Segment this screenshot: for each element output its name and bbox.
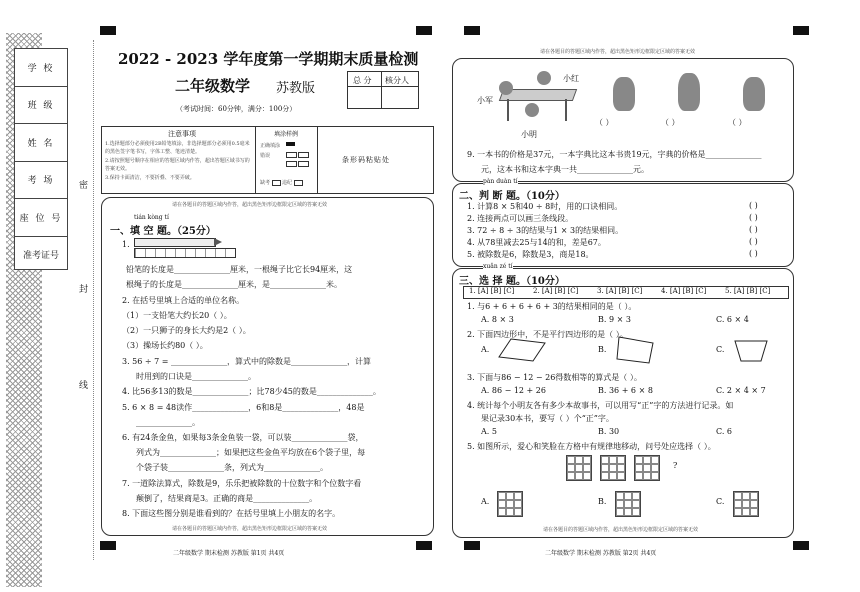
question-text: （2）一只狮子的身长大约是2（ ）。 <box>122 326 251 335</box>
pattern-grid <box>634 455 660 481</box>
section-multiple-choice <box>452 263 794 538</box>
toy-view-side <box>678 73 700 111</box>
question-text: ______________。 <box>136 418 200 427</box>
question-text: 4. 比56多13的数是______________；比78少45的数是______________。 <box>122 387 381 396</box>
boundary-notice: 请在各题目的答题区域内作答，超出黑色矩形边框限定区域的答案无效 <box>172 202 328 208</box>
option[interactable]: A. <box>481 497 490 506</box>
registration-mark <box>100 541 116 550</box>
question-text: 颠倒了，结果商是3。正确的商是______________。 <box>136 494 318 503</box>
notice-item: 3.保持卡面清洁，不要折叠、不要弄破。 <box>105 175 195 181</box>
question-text: 8. 下面这些图分别是谁看到的？在括号里填上小朋友的名字。 <box>122 509 341 518</box>
answer-bubble-group[interactable]: 3. [A] [B] [C] <box>597 287 643 295</box>
child-name-label: 小明 <box>521 130 537 139</box>
section-title: 一、填 空 题。（25分） <box>110 226 216 237</box>
registration-mark <box>464 26 480 35</box>
section-title: 三、选 择 题。（10分） <box>459 276 565 287</box>
registration-mark <box>100 26 116 35</box>
exam-info: （考试时间：60分钟，满分：100分） <box>176 105 297 113</box>
exam-title: 2022 - 2023 学年度第一学期期末质量检测 <box>118 50 419 68</box>
question-number: 1. <box>122 240 130 249</box>
option[interactable]: B. <box>598 497 607 506</box>
question-text: 个袋子装______________条，列式为______________。 <box>136 463 328 472</box>
notice-title: 注意事项 <box>168 130 196 138</box>
parallelogram-shape <box>497 337 547 363</box>
option[interactable]: C. <box>716 345 725 354</box>
option[interactable]: B. <box>598 345 607 354</box>
registration-mark <box>464 541 480 550</box>
pattern-grid-option <box>733 491 759 517</box>
tf-item: 5. 被除数是6，除数是3，商是18。 <box>467 250 594 259</box>
boundary-notice: 请在各题目的答题区域内作答，超出黑色矩形边框限定区域的答案无效 <box>172 526 328 532</box>
question-text: 2. 下面四边形中，不是平行四边形的是（ ）。 <box>467 330 628 339</box>
question-text: 7. 一道除法算式，除数是9，乐乐把被除数的十位数字和个位数字看 <box>122 479 362 488</box>
ruler-illustration <box>134 248 236 258</box>
pattern-grid-option <box>497 491 523 517</box>
option[interactable]: B. 9 × 3 <box>598 315 631 324</box>
question-text: 根绳子的长度是______________厘米，是______________米。 <box>126 280 342 289</box>
quadrilateral-shape <box>615 335 655 365</box>
section-true-false <box>452 178 794 267</box>
score-reviewer-label: 核分人 <box>385 76 409 85</box>
pattern-grid <box>600 455 626 481</box>
fill-wrong-label: 错误 <box>260 153 271 159</box>
registration-mark <box>416 541 432 550</box>
field-exam-id[interactable]: 准考证号 <box>22 251 59 262</box>
answer-paren[interactable]: （ ） <box>728 118 747 127</box>
pencil-illustration <box>134 238 216 247</box>
toy-view-front <box>613 77 635 111</box>
fill-correct-label: 正确填涂 <box>260 143 281 149</box>
field-school[interactable]: 学 校 <box>15 49 67 87</box>
field-exam-room[interactable]: 考 场 <box>15 162 67 200</box>
fill-missing-label: 违纪 <box>282 180 293 186</box>
option[interactable]: B. 36 + 6 × 8 <box>598 386 653 395</box>
question-text: 果记录30本书，要写（ ）个“正”字。 <box>481 414 614 423</box>
section-pinyin: xuǎn zé tí <box>483 263 513 270</box>
option[interactable]: C. <box>716 497 725 506</box>
question-text: 元，这本书和这本字典一共______________元。 <box>481 165 649 174</box>
question-text: （1）一支铅笔大约长20（ ）。 <box>122 311 232 320</box>
registration-mark <box>793 26 809 35</box>
fill-correct-sample <box>286 142 295 146</box>
edition-label: 苏教版 <box>276 81 316 96</box>
field-class[interactable]: 班 级 <box>15 87 67 125</box>
question-text: （3）操场长约80（ ）。 <box>122 341 208 350</box>
section-title: 二、判 断 题。（10分） <box>459 191 565 202</box>
tf-answer-paren[interactable]: ( ) <box>749 225 758 234</box>
score-table <box>347 71 419 109</box>
tf-answer-paren[interactable]: ( ) <box>749 249 758 258</box>
boundary-notice: 请在各题目的答题区域内作答，超出黑色矩形边框限定区域的答案无效 <box>543 527 699 533</box>
registration-mark <box>416 26 432 35</box>
fill-example-title: 填涂样例 <box>274 131 299 138</box>
pattern-grid-option <box>615 491 641 517</box>
option[interactable]: A. 86 − 12 + 26 <box>481 386 546 395</box>
notice-item: 2.请按照题号顺序在相应的答题区域内作答，超出答题区域书写的答案无效。 <box>105 158 250 172</box>
tf-answer-paren[interactable]: ( ) <box>749 201 758 210</box>
tf-answer-paren[interactable]: ( ) <box>749 213 758 222</box>
binding-seal-text: 封 <box>79 285 89 295</box>
question-8-9-area <box>452 58 794 182</box>
score-total-label: 总 分 <box>353 76 372 85</box>
question-text: 6. 有24条金鱼，如果每3条金鱼装一袋，可以装______________袋， <box>122 433 364 442</box>
subject-title: 二年级数学 <box>175 77 251 95</box>
trapezoid-shape <box>733 339 769 363</box>
question-text: 1. 与6 + 6 + 6 + 6 + 3的结果相同的是（ ）。 <box>467 302 637 311</box>
toy-view-back <box>743 77 765 111</box>
option[interactable]: A. 5 <box>481 427 497 436</box>
child-name-label: 小军 <box>477 96 493 105</box>
option[interactable]: C. 6 × 4 <box>716 315 749 324</box>
binding-seal-text: 密 <box>79 181 89 191</box>
tf-item: 1. 计算8 × 5和40 ÷ 8时，用的口诀相同。 <box>467 202 623 211</box>
student-info-box <box>14 48 68 270</box>
tf-answer-paren[interactable]: ( ) <box>749 237 758 246</box>
option[interactable]: A. <box>481 345 490 354</box>
child-name-label: 小红 <box>563 74 579 83</box>
pattern-grid <box>566 455 592 481</box>
barcode-area: 条形码粘贴处 <box>342 156 390 164</box>
question-text: 5. 如图所示，爱心和笑脸在方格中有规律地移动，问号处应选择（ ）。 <box>467 442 716 451</box>
question-text: 列式为______________；如果把这些金鱼平均放在6个袋子里，每 <box>136 448 366 457</box>
question-text: 4. 统计每个小明友各有多少本故事书，可以用写“正”字的方法进行记录。如 <box>467 401 734 410</box>
registration-mark <box>793 541 809 550</box>
tf-item: 2. 连接两点可以画三条线段。 <box>467 214 574 223</box>
option[interactable]: B. 30 <box>598 427 620 436</box>
field-name[interactable]: 姓 名 <box>15 124 67 162</box>
answer-bubble-group[interactable]: 1. [A] [B] [C] <box>469 287 515 295</box>
question-text: 3. 56 ÷ 7 = ______________，算式中的除数是______________，计算 <box>122 357 372 366</box>
question-mark: ? <box>673 461 678 470</box>
boundary-notice: 请在各题目的答题区域内作答，超出黑色矩形边框限定区域的答案无效 <box>540 49 696 55</box>
option[interactable]: A. 8 × 3 <box>481 315 514 324</box>
question-text: 5. 6 × 8 = 48读作______________，6和8是______________，48是 <box>122 403 365 412</box>
option[interactable]: C. 6 <box>716 427 733 436</box>
tf-item: 3. 72 ÷ 8 ÷ 3的结果与1 × 3的结果相同。 <box>467 226 624 235</box>
fill-blank-label: 缺考 <box>260 180 271 186</box>
binding-seal-text: 线 <box>79 381 89 391</box>
section-pinyin: tián kòng tí <box>134 214 169 221</box>
answer-paren[interactable]: （ ） <box>595 118 614 127</box>
answer-bubble-group[interactable]: 5. [A] [B] [C] <box>725 287 771 295</box>
answer-bubble-group[interactable]: 4. [A] [B] [C] <box>661 287 707 295</box>
section-pinyin: pàn duàn tí <box>483 178 518 185</box>
tf-item: 4. 从78里减去25与14的和，差是67。 <box>467 238 606 247</box>
field-seat[interactable]: 座 位 号 <box>15 199 67 237</box>
section-fill-blank <box>101 197 434 536</box>
question-text: 9. 一本书的价格是37元，一本字典比这本书贵19元，字典的价格是______________ <box>467 150 762 159</box>
question-text: 3. 下面与86 − 12 − 26得数相等的算式是（ ）。 <box>467 373 642 382</box>
answer-bubble-group[interactable]: 2. [A] [B] [C] <box>533 287 579 295</box>
notice-area <box>101 126 434 194</box>
page-footer: 二年级数学 期末检测 苏教版 第1页 共4页 <box>173 550 285 557</box>
question-text: 铅笔的长度是______________厘米，一根绳子比它长94厘米，这 <box>126 265 353 274</box>
page-footer: 二年级数学 期末检测 苏教版 第2页 共4页 <box>545 550 657 557</box>
question-text: 时用到的口诀是______________。 <box>136 372 256 381</box>
question-text: 2. 在括号里填上合适的单位名称。 <box>122 296 245 305</box>
answer-paren[interactable]: （ ） <box>661 118 680 127</box>
notice-item: 1.选择题部分必须使用2B铅笔填涂，非选择题部分必须用0.5毫米的黑色签字笔书写，字体工整、笔迹清楚。 <box>105 141 250 155</box>
option[interactable]: C. 2 × 4 × 7 <box>716 386 766 395</box>
binding-cut-line <box>93 40 94 560</box>
